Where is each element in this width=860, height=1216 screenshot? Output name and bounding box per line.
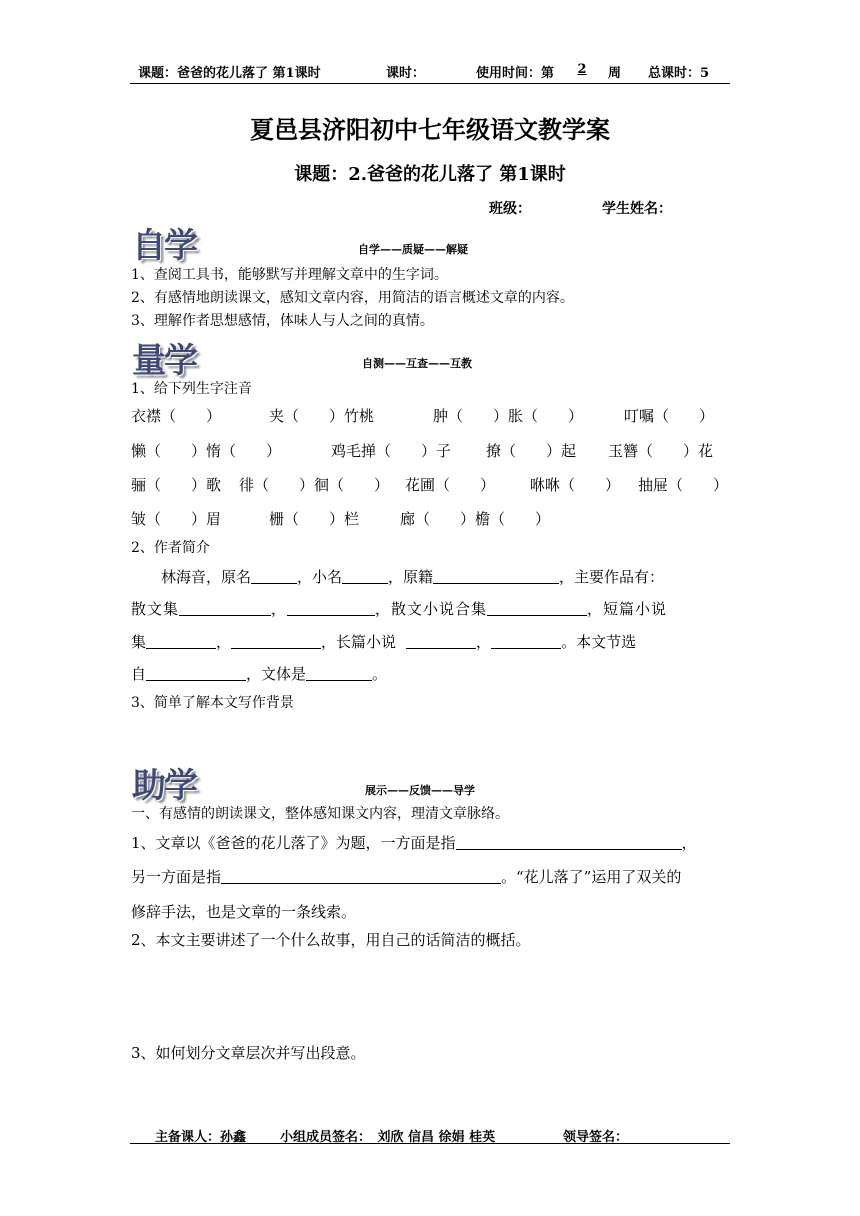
section-subheading-zhuxue: 展示——反馈——导学 — [365, 784, 475, 797]
zhuxue-q2: 2、本文主要讲述了一个什么故事，用自己的话简洁的概括。 — [131, 931, 531, 949]
fill-blank[interactable] — [179, 601, 271, 616]
header-time-prefix: 使用时间：第 — [476, 66, 555, 81]
footer-preparer: 主备课人：孙鑫 — [155, 1130, 247, 1145]
section-heading-liangxue: 量学 — [132, 341, 196, 381]
header-rule — [130, 83, 730, 84]
class-label: 班级： — [489, 201, 531, 217]
section-subheading-liangxue: 自测——互查——互教 — [362, 357, 472, 370]
header-week-suffix: 周 — [608, 66, 622, 81]
pinyin-item: 懒（ ）惰（ ） — [131, 442, 282, 460]
pinyin-item: 骊（ ）歌 — [131, 476, 222, 494]
section-heading-zixue: 自学 — [132, 226, 196, 266]
fill-text: ，小名 — [297, 568, 343, 586]
fill-text: ，原籍 — [388, 568, 434, 586]
header-topic: 课题：爸爸的花儿落了 第1课时 — [138, 66, 321, 81]
fill-text: ，文体是 — [246, 665, 307, 683]
fill-text: 1、文章以《爸爸的花儿落了》为题，一方面是指 — [131, 834, 456, 852]
zhuxue-q1-line1 — [131, 832, 697, 853]
liangxue-q2: 2、作者简介 — [131, 540, 210, 556]
footer-leader: 领导签名： — [563, 1130, 629, 1145]
liangxue-q1: 1、给下列生字注音 — [131, 381, 252, 397]
fill-blank[interactable] — [146, 666, 246, 681]
zhuxue-q1-line2 — [131, 866, 681, 887]
fill-text: 散文集 — [131, 600, 180, 618]
fill-blank[interactable] — [146, 634, 216, 649]
author-line-1 — [161, 566, 664, 587]
pinyin-item: 咻咻（ ） — [530, 476, 621, 494]
header-total: 总课时：5 — [648, 66, 710, 81]
pinyin-item: 栅（ ）栏 — [269, 510, 360, 528]
fill-blank[interactable] — [221, 869, 501, 884]
zixue-item-1: 1、查阅工具书，能够默写并理解文章中的生字词。 — [131, 267, 448, 283]
zhuxue-intro: 一、有感情的朗读课文，整体感知课文内容，理清文章脉络。 — [131, 806, 509, 822]
fill-blank[interactable] — [251, 569, 297, 584]
author-line-4 — [131, 663, 387, 684]
fill-text: ，短篇小说 — [587, 600, 668, 618]
fill-text: ， — [681, 834, 697, 852]
footer-members: 小组成员签名： 刘欣 信昌 徐娟 桂英 — [280, 1130, 496, 1145]
fill-text: ，长篇小说 — [321, 633, 397, 651]
fill-blank[interactable] — [456, 835, 682, 850]
fill-text: 自 — [131, 665, 147, 683]
pinyin-item: 抽屉（ ） — [638, 476, 729, 494]
pinyin-item: 廊（ ）檐（ ） — [400, 510, 551, 528]
header-periods: 课时： — [386, 66, 426, 81]
pinyin-item: 徘（ ）徊（ ） — [239, 476, 390, 494]
pinyin-item: 皱（ ）眉 — [131, 510, 222, 528]
fill-text: ， — [216, 633, 232, 651]
zhuxue-q1-line3: 修辞手法，也是文章的一条线索。 — [131, 903, 357, 921]
fill-text: ， — [271, 600, 288, 618]
pinyin-item: 夹（ ）竹桃 — [269, 407, 375, 425]
fill-blank[interactable] — [406, 634, 476, 649]
author-line-3 — [131, 631, 636, 652]
pinyin-item: 衣襟（ ） — [131, 407, 222, 425]
fill-text: ， — [476, 633, 492, 651]
zhuxue-q3: 3、如何划分文章层次并写出段意。 — [131, 1044, 366, 1062]
pinyin-item: 肿（ ）胀（ ） — [433, 407, 584, 425]
page-title: 夏邑县济阳初中七年级语文教学案 — [250, 115, 610, 144]
pinyin-item: 花圃（ ） — [405, 476, 496, 494]
page-subtitle: 课题：2.爸爸的花儿落了 第1课时 — [294, 164, 566, 185]
fill-text: 另一方面是指 — [131, 868, 222, 886]
fill-blank[interactable] — [306, 666, 372, 681]
pinyin-item: 鸡毛掸（ ）子 — [331, 442, 452, 460]
fill-blank[interactable] — [491, 634, 561, 649]
section-heading-zhuxue: 助学 — [132, 766, 196, 806]
fill-text: ，散文小说合集 — [375, 600, 488, 618]
fill-blank[interactable] — [433, 569, 559, 584]
footer-rule — [130, 1143, 730, 1144]
student-name-label: 学生姓名： — [602, 201, 672, 217]
fill-text: ，主要作品有： — [559, 568, 665, 586]
fill-blank[interactable] — [487, 601, 587, 616]
section-subheading-zixue: 自学——质疑——解疑 — [358, 243, 468, 256]
liangxue-q3: 3、简单了解本文写作背景 — [131, 695, 294, 711]
pinyin-item: 撩（ ）起 — [486, 442, 577, 460]
fill-text: 。 — [372, 665, 388, 683]
pinyin-item: 叮嘱（ ） — [624, 407, 715, 425]
pinyin-item: 玉簪（ ）花 — [608, 442, 714, 460]
fill-text: 。本文节选 — [561, 633, 637, 651]
fill-blank[interactable] — [231, 634, 321, 649]
author-line-2 — [131, 598, 667, 619]
zixue-item-3: 3、理解作者思想感情，体味人与人之间的真情。 — [131, 313, 434, 329]
fill-text: 。“花儿落了”运用了双关的 — [501, 868, 682, 886]
fill-text: 集 — [131, 633, 147, 651]
fill-blank[interactable] — [287, 601, 375, 616]
header-week-number: 2 — [577, 62, 587, 77]
fill-blank[interactable] — [342, 569, 388, 584]
zixue-item-2: 2、有感情地朗读课文，感知文章内容，用简洁的语言概述文章的内容。 — [131, 290, 574, 306]
fill-text: 林海音，原名 — [161, 568, 252, 586]
